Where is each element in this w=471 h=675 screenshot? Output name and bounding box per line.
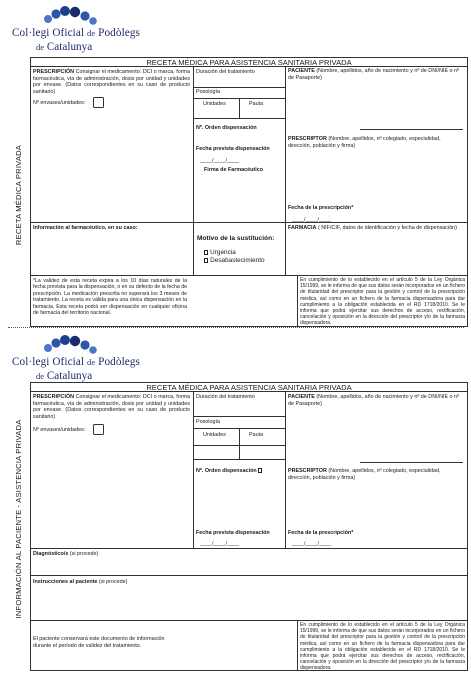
form2-fecha-prescripcion-slots: ____/____/____ — [292, 541, 331, 547]
desabastecimiento-checkbox-icon[interactable] — [204, 258, 208, 262]
form2-unidades: Unidades — [203, 432, 226, 438]
form1-envases-label: Nº envases/unidades: — [33, 100, 86, 106]
logo-dots-icon — [42, 4, 102, 26]
form1-paciente: PACIENTE (Nombre, apellidos, año de nacimiento y nº de DNI/NIE o nº de Pasaporte) — [288, 68, 460, 81]
form1-motivo-sustitucion: Motivo de la sustitución: — [197, 235, 275, 242]
form2-pauta: Pauta — [249, 432, 264, 438]
form2-orden: Nº. Orden dispensación — [196, 468, 262, 475]
form2-fecha-prescripcion: Fecha de la prescripción* — [288, 530, 354, 536]
form1-unidades: Unidades — [203, 101, 226, 107]
form1-lopd-note: En cumplimiento de lo establecido en el artículo 5 de la Ley Orgánica 15/1999, se le informa de que sus datos serán incorporados en un fichero de titularidad del prescriptor para la gestión y control de la prescripción médica, así como en un fichero de la farmacia dispensadora para dar cumplimiento a la obligación establecida en el RD 1718/2010. Se le informa que podrá ejercitar sus derechos de acceso, rectificación, cancelación y oposición en la dirección del prescriptor y/o de la farmacia dispensadora. — [300, 277, 465, 327]
form2-date-slots: ____/____/____ — [200, 541, 239, 547]
form1-fecha-prescripcion: Fecha de la prescripción* — [288, 205, 354, 211]
form2-prescripcion: PRESCRIPCIÓN Consignar el medicamento: DCI o marca, forma farmacéutica, vía de administración, dosis por unidad y unidades por envase. (Datos correspondientes en su caso de producto sanitario) — [33, 394, 190, 421]
form1-fecha-prevista: Fecha prevista dispensación — [196, 146, 270, 152]
logo-text-line2: de Catalunya — [36, 41, 93, 53]
logo-text-line1: Col·legi Oficial de Podòlegs — [12, 27, 140, 39]
form2-envases-checkbox[interactable] — [93, 424, 104, 435]
form1-date-slots: ____/____/____ — [200, 158, 239, 164]
form2-duracion: Duración del tratamiento — [196, 394, 255, 400]
form2-fecha-prevista: Fecha prevista dispensación — [196, 530, 270, 536]
form2-title: RECETA MÉDICA PARA ASISTENCIA SANITARIA PRIVADA — [30, 382, 468, 392]
form1-info-farmaceutico: Información al farmacéutico, en su caso: — [33, 225, 138, 231]
form1-pauta: Pauta — [249, 101, 264, 107]
orden-checkbox-icon[interactable] — [258, 468, 262, 472]
form2-instrucciones: Instrucciones al paciente (si procede) — [33, 579, 128, 585]
logo-colegi-podolegs-top — [12, 4, 140, 58]
form1-posologia: Posología — [196, 89, 220, 95]
form2-prescriptor: PRESCRIPTOR (Nombre, apellidos, nº colegiado, especialidad, dirección, población y firma) — [288, 468, 441, 481]
form2-envases-label: Nº envases/unidades: — [33, 427, 86, 433]
form1-desabastecimiento[interactable]: Desabastecimiento — [203, 257, 265, 265]
form2-side-label: INFORMACIÓN AL PACIENTE - ASISTENCIA PRIVADA — [14, 419, 23, 619]
logo-colegi-podolegs-bottom — [12, 333, 140, 387]
urgencia-checkbox-icon[interactable] — [204, 250, 208, 254]
form1-firma-farmaceutico: Firma de Farmacéutico — [204, 167, 264, 173]
logo-text-line1: Col·legi Oficial de Podòlegs — [12, 356, 140, 368]
form1-side-label: RECETA MÉDICA PRIVADA — [14, 144, 23, 246]
form1-prescriptor: PRESCRIPTOR (Nombre, apellidos, nº colegiado, especialidad, dirección, población y firma) — [288, 136, 441, 149]
form1-validez-note: *La validez de esta receta expira a los 10 días naturales de la fecha prevista para la dispensación, o en su defecto de la fecha de prescripción. La medicación prescrita no superará los 3 meses de tratamiento. La receta es válida para una única dispensación en la farmacia. Esta receta podrá ser dispensación en cualquier oficina de farmacia del territorio nacional. — [33, 278, 187, 317]
form1-prescripcion: PRESCRIPCIÓN Consignar el medicamento: DCI o marca, forma farmacéutica, vía de administración, dosis por unidad y unidades por envase. (Datos correspondientes en su caso de producto sanitario) — [33, 69, 190, 96]
logo-dots-icon — [42, 333, 102, 355]
form2-lopd-note: En cumplimiento de lo establecido en el artículo 5 de la Ley Orgánica 15/1999, se le informa de que sus datos serán incorporados en un fichero de titularidad del prescriptor para la gestión y control de la prescripción médica, así como en un fichero de la farmacia dispensadora para dar cumplimiento a la obligación establecida en el RD 1718/2010. Se le informa que podrá ejercitar sus derechos de acceso, rectificación, cancelación y oposición en la dirección del prescriptor y/o de la farmacia dispensadora. — [300, 622, 465, 672]
form1-farmacia: FARMACIA ( NIF/CIF, datos de identificación y fecha de dispensación) — [288, 225, 457, 231]
form2-diagnostico: Diagnóstico/s (si procede) — [33, 551, 99, 557]
form1-orden: Nº. Orden dispensación — [196, 125, 257, 131]
form2-conservara-note: El paciente conservará este documento de información durante el período de validez del tratamiento. — [33, 636, 165, 649]
form1-fecha-prescripcion-slots: ____/____/____ — [292, 217, 331, 223]
cut-line — [8, 327, 464, 328]
form1-urgencia[interactable]: Urgencia — [203, 249, 236, 257]
form2-paciente: PACIENTE (Nombre, apellidos, año de nacimiento y nº de DNI/NIE o nº de Pasaporte) — [288, 394, 460, 407]
form1-duracion: Duración del tratamiento — [196, 69, 255, 75]
logo-text-line2: de Catalunya — [36, 370, 93, 382]
form1-envases-checkbox[interactable] — [93, 97, 104, 108]
form2-posologia: Posología — [196, 419, 220, 425]
form1-title: RECETA MÉDICA PARA ASISTENCIA SANITARIA PRIVADA — [30, 57, 468, 67]
